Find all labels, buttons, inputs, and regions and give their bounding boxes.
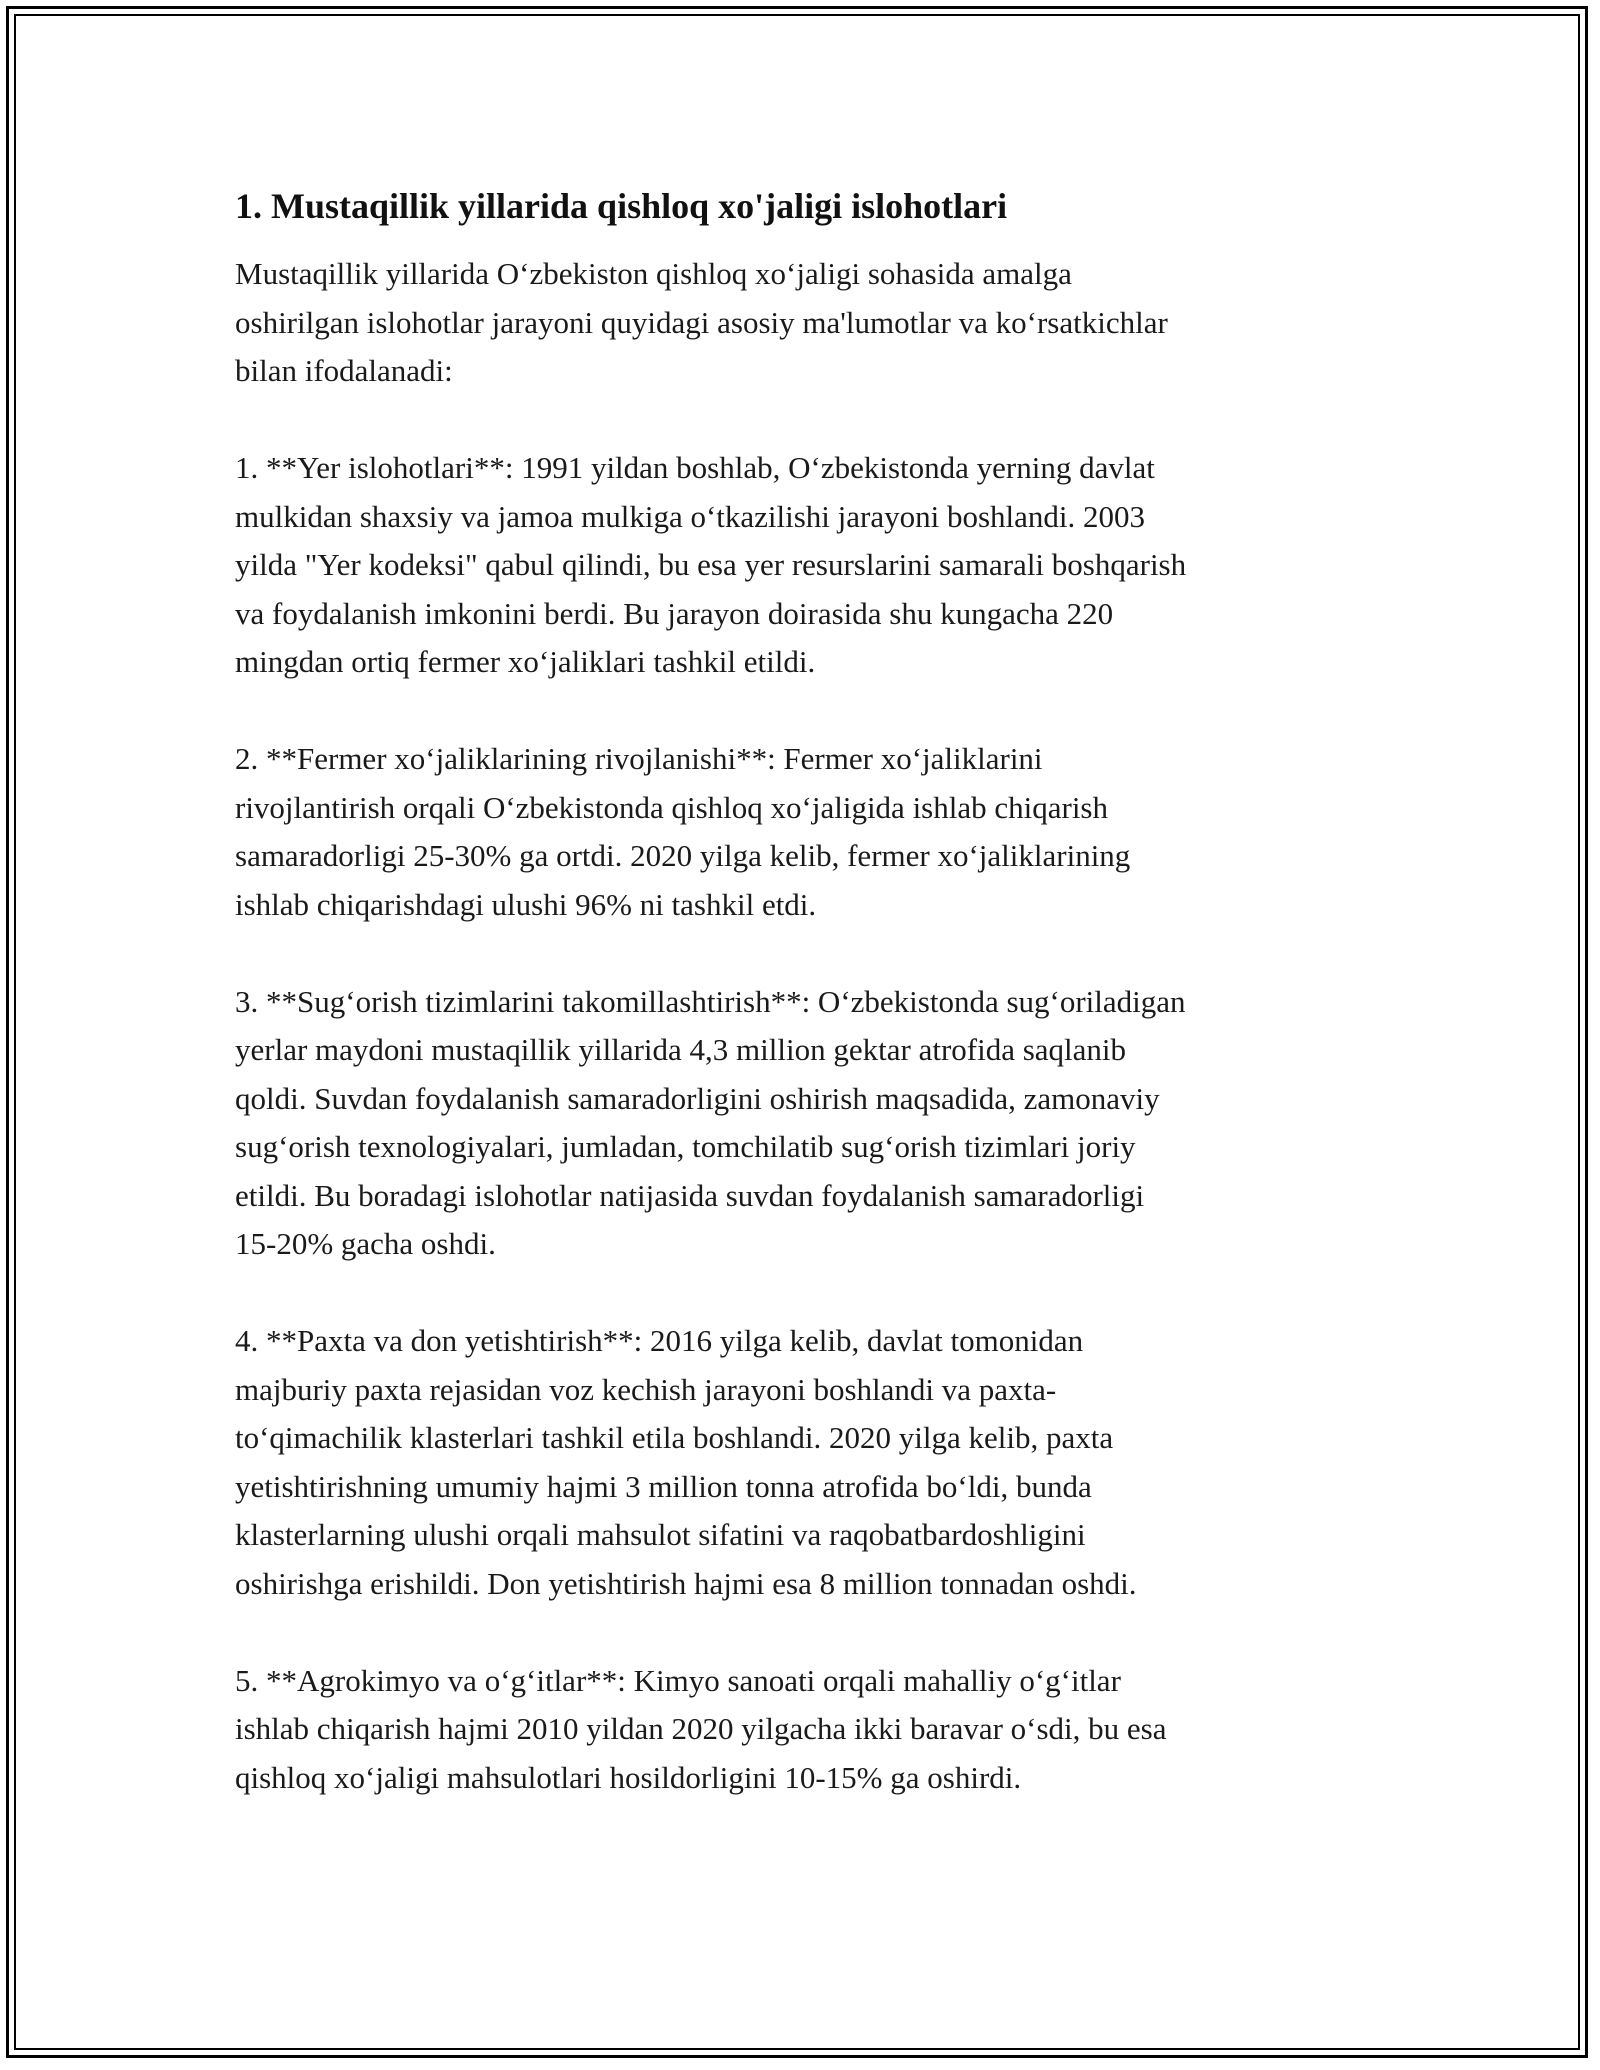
- text-line: ishlab chiqarishdagi ulushi 96% ni tashkil etdi.: [235, 886, 817, 922]
- text-line: sug‘orish texnologiyalari, jumladan, tomchilatib sug‘orish tizimlari joriy: [235, 1129, 1136, 1165]
- text-line: rivojlantirish orqali O‘zbekistonda qishloq xo‘jaligida ishlab chiqarish: [235, 789, 1108, 825]
- item-farm-development: [235, 735, 1375, 929]
- document-body: [235, 185, 1375, 1851]
- text-line: yerlar maydoni mustaqillik yillarida 4,3 million gektar atrofida saqlanib: [235, 1032, 1127, 1068]
- text-line: mingdan ortiq fermer xo‘jaliklari tashkil etildi.: [235, 644, 816, 680]
- text-line: 2. **Fermer xo‘jaliklarining rivojlanishi**: Fermer xo‘jaliklarini: [235, 741, 1043, 777]
- text-line: 15-20% gacha oshdi.: [235, 1226, 496, 1262]
- text-line: klasterlarning ulushi orqali mahsulot sifatini va raqobatbardoshligini: [235, 1517, 1086, 1553]
- item-agrochemistry: [235, 1657, 1375, 1803]
- section-title: 1. Mustaqillik yillarida qishloq xo'jaligi islohotlari: [235, 186, 1008, 226]
- text-line: yetishtirishning umumiy hajmi 3 million tonna atrofida bo‘ldi, bunda: [235, 1468, 1092, 1504]
- text-line: va foydalanish imkonini berdi. Bu jarayon doirasida shu kungacha 220: [235, 595, 1114, 631]
- text-line: oshirishga erishildi. Don yetishtirish hajmi esa 8 million tonnadan oshdi.: [235, 1565, 1137, 1601]
- text-line: Mustaqillik yillarida O‘zbekiston qishloq xo‘jaligi sohasida amalga: [235, 256, 1072, 292]
- text-line: 3. **Sug‘orish tizimlarini takomillashtirish**: O‘zbekistonda sug‘oriladigan: [235, 983, 1186, 1019]
- intro-paragraph: [235, 250, 1375, 396]
- text-line: majburiy paxta rejasidan voz kechish jarayoni boshlandi va paxta-: [235, 1371, 1057, 1407]
- text-line: 1. **Yer islohotlari**: 1991 yildan boshlab, O‘zbekistonda yerning davlat: [235, 450, 1155, 486]
- text-line: etildi. Bu boradagi islohotlar natijasida suvdan foydalanish samaradorligi: [235, 1177, 1145, 1213]
- text-line: 4. **Paxta va don yetishtirish**: 2016 yilga kelib, davlat tomonidan: [235, 1323, 1084, 1359]
- text-line: qoldi. Suvdan foydalanish samaradorligini oshirish maqsadida, zamonaviy: [235, 1080, 1160, 1116]
- text-line: ishlab chiqarish hajmi 2010 yildan 2020 yilgacha ikki baravar o‘sdi, bu esa: [235, 1711, 1167, 1747]
- item-irrigation: [235, 978, 1375, 1269]
- item-land-reform: [235, 444, 1375, 687]
- text-line: yilda "Yer kodeksi" qabul qilindi, bu esa yer resurslarini samarali boshqarish: [235, 547, 1187, 583]
- text-line: to‘qimachilik klasterlari tashkil etila boshlandi. 2020 yilga kelib, paxta: [235, 1420, 1114, 1456]
- text-line: oshirilgan islohotlar jarayoni quyidagi asosiy ma'lumotlar va ko‘rsatkichlar: [235, 304, 1168, 340]
- text-line: bilan ifodalanadi:: [235, 353, 453, 389]
- text-line: 5. **Agrokimyo va o‘g‘itlar**: Kimyo sanoati orqali mahalliy o‘g‘itlar: [235, 1662, 1121, 1698]
- text-line: samaradorligi 25-30% ga ortdi. 2020 yilga kelib, fermer xo‘jaliklarining: [235, 838, 1131, 874]
- item-cotton-grain: [235, 1317, 1375, 1608]
- text-line: qishloq xo‘jaligi mahsulotlari hosildorligini 10-15% ga oshirdi.: [235, 1759, 1022, 1795]
- text-line: mulkidan shaxsiy va jamoa mulkiga o‘tkazilishi jarayoni boshlandi. 2003: [235, 498, 1146, 534]
